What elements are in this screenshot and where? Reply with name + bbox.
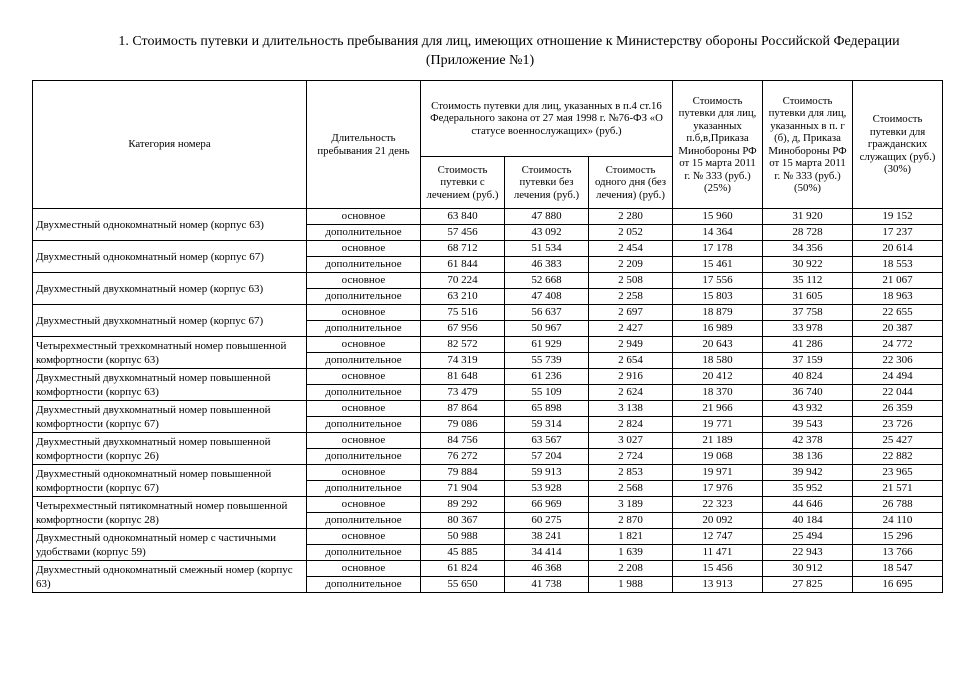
price-one-day: 2 724	[589, 449, 673, 465]
price-without-treatment: 46 383	[505, 257, 589, 273]
price-one-day: 2 258	[589, 289, 673, 305]
price-one-day: 1 639	[589, 545, 673, 561]
room-category: Двухместный однокомнатный смежный номер (корпус 63)	[33, 561, 307, 593]
table-row	[33, 497, 943, 513]
price-25-percent: 21 189	[673, 433, 763, 449]
price-without-treatment: 57 204	[505, 449, 589, 465]
price-one-day: 3 138	[589, 401, 673, 417]
room-category: Двухместный однокомнатный номер (корпус 67)	[33, 241, 307, 273]
price-50-percent: 30 922	[763, 257, 853, 273]
price-50-percent: 37 758	[763, 305, 853, 321]
table-row	[33, 273, 943, 289]
table-row	[33, 305, 943, 321]
price-one-day: 2 949	[589, 337, 673, 353]
price-one-day: 2 280	[589, 209, 673, 225]
price-50-percent: 33 978	[763, 321, 853, 337]
placement-type: основное	[307, 401, 421, 417]
price-with-treatment: 79 086	[421, 417, 505, 433]
price-25-percent: 20 643	[673, 337, 763, 353]
price-without-treatment: 38 241	[505, 529, 589, 545]
price-with-treatment: 79 884	[421, 465, 505, 481]
price-one-day: 2 824	[589, 417, 673, 433]
placement-type: дополнительное	[307, 481, 421, 497]
price-with-treatment: 68 712	[421, 241, 505, 257]
placement-type: дополнительное	[307, 385, 421, 401]
room-category: Двухместный двухкомнатный номер (корпус 67)	[33, 305, 307, 337]
price-without-treatment: 63 567	[505, 433, 589, 449]
price-50-percent: 42 378	[763, 433, 853, 449]
price-table	[32, 80, 943, 593]
price-25-percent: 17 556	[673, 273, 763, 289]
table-row	[33, 529, 943, 545]
room-category: Четырехместный трехкомнатный номер повышенной комфортности (корпус 63)	[33, 337, 307, 369]
price-25-percent: 19 068	[673, 449, 763, 465]
header-category: Категория номера	[33, 81, 307, 209]
room-category: Четырехместный пятикомнатный номер повышенной комфортности (корпус 28)	[33, 497, 307, 529]
price-one-day: 2 508	[589, 273, 673, 289]
price-with-treatment: 55 650	[421, 577, 505, 593]
price-one-day: 2 052	[589, 225, 673, 241]
price-one-day: 2 916	[589, 369, 673, 385]
price-25-percent: 18 580	[673, 353, 763, 369]
header-group-military: Стоимость путевки для лиц, указанных в п.4 ст.16 Федерального закона от 27 мая 1998 г. №76-ФЗ «О статусе военнослужащих» (руб.)	[421, 81, 673, 157]
price-with-treatment: 81 648	[421, 369, 505, 385]
price-25-percent: 20 092	[673, 513, 763, 529]
price-30-percent: 17 237	[853, 225, 943, 241]
price-30-percent: 21 067	[853, 273, 943, 289]
price-one-day: 2 454	[589, 241, 673, 257]
placement-type: основное	[307, 241, 421, 257]
price-one-day: 2 427	[589, 321, 673, 337]
placement-type: дополнительное	[307, 225, 421, 241]
table-row	[33, 465, 943, 481]
price-25-percent: 15 461	[673, 257, 763, 273]
price-25-percent: 16 989	[673, 321, 763, 337]
price-30-percent: 16 695	[853, 577, 943, 593]
price-50-percent: 43 932	[763, 401, 853, 417]
price-with-treatment: 89 292	[421, 497, 505, 513]
price-one-day: 3 027	[589, 433, 673, 449]
title-line-2: (Приложение №1)	[425, 53, 535, 68]
price-25-percent: 15 803	[673, 289, 763, 305]
header-col-30: Стоимость путевки для гражданских служащих (руб.) (30%)	[853, 81, 943, 209]
table-row	[33, 337, 943, 353]
title-line-1: 1. Стоимость путевки и длительность пребывания для лиц, имеющих отношение к Министерству обороны Российской Федерации	[118, 34, 900, 49]
room-category: Двухместный однокомнатный номер с частичными удобствами (корпус 59)	[33, 529, 307, 561]
price-50-percent: 35 952	[763, 481, 853, 497]
price-30-percent: 18 547	[853, 561, 943, 577]
placement-type: основное	[307, 305, 421, 321]
price-with-treatment: 57 456	[421, 225, 505, 241]
price-without-treatment: 51 534	[505, 241, 589, 257]
room-category: Двухместный двухкомнатный номер (корпус 63)	[33, 273, 307, 305]
price-without-treatment: 52 668	[505, 273, 589, 289]
placement-type: основное	[307, 561, 421, 577]
price-one-day: 1 988	[589, 577, 673, 593]
header-col-25: Стоимость путевки для лиц, указанных п.б,в,Приказа Минобороны РФ от 15 марта 2011 г. № 333 (руб.) (25%)	[673, 81, 763, 209]
price-one-day: 3 189	[589, 497, 673, 513]
placement-type: основное	[307, 273, 421, 289]
price-30-percent: 21 571	[853, 481, 943, 497]
room-category: Двухместный двухкомнатный номер повышенной комфортности (корпус 26)	[33, 433, 307, 465]
placement-type: основное	[307, 337, 421, 353]
price-30-percent: 18 553	[853, 257, 943, 273]
price-without-treatment: 66 969	[505, 497, 589, 513]
price-30-percent: 26 788	[853, 497, 943, 513]
price-30-percent: 22 044	[853, 385, 943, 401]
price-25-percent: 18 370	[673, 385, 763, 401]
price-50-percent: 40 824	[763, 369, 853, 385]
price-25-percent: 11 471	[673, 545, 763, 561]
price-with-treatment: 80 367	[421, 513, 505, 529]
price-30-percent: 24 110	[853, 513, 943, 529]
price-one-day: 2 568	[589, 481, 673, 497]
price-50-percent: 25 494	[763, 529, 853, 545]
price-50-percent: 30 912	[763, 561, 853, 577]
price-with-treatment: 61 824	[421, 561, 505, 577]
price-30-percent: 20 387	[853, 321, 943, 337]
table-row	[33, 209, 943, 225]
price-25-percent: 21 966	[673, 401, 763, 417]
price-without-treatment: 65 898	[505, 401, 589, 417]
price-30-percent: 20 614	[853, 241, 943, 257]
room-category: Двухместный однокомнатный номер (корпус 63)	[33, 209, 307, 241]
table-row	[33, 401, 943, 417]
price-without-treatment: 50 967	[505, 321, 589, 337]
placement-type: основное	[307, 529, 421, 545]
price-25-percent: 17 976	[673, 481, 763, 497]
header-row-1	[33, 81, 943, 157]
price-one-day: 2 624	[589, 385, 673, 401]
price-with-treatment: 75 516	[421, 305, 505, 321]
price-30-percent: 25 427	[853, 433, 943, 449]
price-50-percent: 37 159	[763, 353, 853, 369]
price-50-percent: 31 605	[763, 289, 853, 305]
price-25-percent: 19 771	[673, 417, 763, 433]
placement-type: основное	[307, 209, 421, 225]
price-with-treatment: 50 988	[421, 529, 505, 545]
header-without-treatment: Стоимость путевки без лечения (руб.)	[505, 157, 589, 209]
price-30-percent: 22 306	[853, 353, 943, 369]
placement-type: основное	[307, 465, 421, 481]
price-50-percent: 31 920	[763, 209, 853, 225]
price-without-treatment: 55 109	[505, 385, 589, 401]
price-50-percent: 34 356	[763, 241, 853, 257]
price-without-treatment: 46 368	[505, 561, 589, 577]
header-with-treatment: Стоимость путевки с лечением (руб.)	[421, 157, 505, 209]
table-row	[33, 369, 943, 385]
price-with-treatment: 61 844	[421, 257, 505, 273]
price-30-percent: 22 655	[853, 305, 943, 321]
price-25-percent: 12 747	[673, 529, 763, 545]
price-without-treatment: 59 314	[505, 417, 589, 433]
table-row	[33, 241, 943, 257]
header-duration: Длительность пребывания 21 день	[307, 81, 421, 209]
header-col-50: Стоимость путевки для лиц, указанных в п. г (б), д, Приказа Минобороны РФ от 15 марта 2011 г. № 333 (руб.) (50%)	[763, 81, 853, 209]
price-25-percent: 13 913	[673, 577, 763, 593]
price-without-treatment: 34 414	[505, 545, 589, 561]
price-30-percent: 18 963	[853, 289, 943, 305]
price-25-percent: 15 456	[673, 561, 763, 577]
price-30-percent: 23 965	[853, 465, 943, 481]
price-50-percent: 27 825	[763, 577, 853, 593]
price-25-percent: 15 960	[673, 209, 763, 225]
price-without-treatment: 55 739	[505, 353, 589, 369]
price-one-day: 1 821	[589, 529, 673, 545]
placement-type: дополнительное	[307, 289, 421, 305]
table-row	[33, 561, 943, 577]
price-50-percent: 35 112	[763, 273, 853, 289]
price-50-percent: 39 942	[763, 465, 853, 481]
price-30-percent: 15 296	[853, 529, 943, 545]
price-30-percent: 24 494	[853, 369, 943, 385]
price-25-percent: 19 971	[673, 465, 763, 481]
room-category: Двухместный однокомнатный номер повышенной комфортности (корпус 67)	[33, 465, 307, 497]
price-50-percent: 36 740	[763, 385, 853, 401]
price-without-treatment: 56 637	[505, 305, 589, 321]
placement-type: дополнительное	[307, 257, 421, 273]
price-without-treatment: 53 928	[505, 481, 589, 497]
price-one-day: 2 697	[589, 305, 673, 321]
price-with-treatment: 73 479	[421, 385, 505, 401]
price-50-percent: 28 728	[763, 225, 853, 241]
placement-type: дополнительное	[307, 449, 421, 465]
placement-type: дополнительное	[307, 321, 421, 337]
placement-type: основное	[307, 433, 421, 449]
price-30-percent: 24 772	[853, 337, 943, 353]
price-with-treatment: 74 319	[421, 353, 505, 369]
price-with-treatment: 63 210	[421, 289, 505, 305]
document-title	[0, 32, 960, 70]
placement-type: дополнительное	[307, 417, 421, 433]
price-25-percent: 20 412	[673, 369, 763, 385]
price-with-treatment: 63 840	[421, 209, 505, 225]
table-body	[33, 209, 943, 593]
price-with-treatment: 87 864	[421, 401, 505, 417]
placement-type: основное	[307, 369, 421, 385]
price-with-treatment: 71 904	[421, 481, 505, 497]
price-one-day: 2 654	[589, 353, 673, 369]
price-without-treatment: 60 275	[505, 513, 589, 529]
room-category: Двухместный двухкомнатный номер повышенной комфортности (корпус 63)	[33, 369, 307, 401]
placement-type: дополнительное	[307, 353, 421, 369]
header-one-day: Стоимость одного дня (без лечения) (руб.)	[589, 157, 673, 209]
price-with-treatment: 67 956	[421, 321, 505, 337]
placement-type: основное	[307, 497, 421, 513]
price-50-percent: 40 184	[763, 513, 853, 529]
price-50-percent: 41 286	[763, 337, 853, 353]
price-one-day: 2 208	[589, 561, 673, 577]
price-without-treatment: 47 408	[505, 289, 589, 305]
placement-type: дополнительное	[307, 513, 421, 529]
price-25-percent: 17 178	[673, 241, 763, 257]
price-without-treatment: 41 738	[505, 577, 589, 593]
price-with-treatment: 82 572	[421, 337, 505, 353]
price-one-day: 2 209	[589, 257, 673, 273]
price-50-percent: 22 943	[763, 545, 853, 561]
placement-type: дополнительное	[307, 545, 421, 561]
price-30-percent: 23 726	[853, 417, 943, 433]
price-with-treatment: 70 224	[421, 273, 505, 289]
price-with-treatment: 84 756	[421, 433, 505, 449]
price-30-percent: 19 152	[853, 209, 943, 225]
price-without-treatment: 47 880	[505, 209, 589, 225]
placement-type: дополнительное	[307, 577, 421, 593]
price-without-treatment: 61 929	[505, 337, 589, 353]
price-50-percent: 38 136	[763, 449, 853, 465]
price-without-treatment: 61 236	[505, 369, 589, 385]
price-50-percent: 44 646	[763, 497, 853, 513]
price-25-percent: 14 364	[673, 225, 763, 241]
price-one-day: 2 853	[589, 465, 673, 481]
price-30-percent: 13 766	[853, 545, 943, 561]
price-30-percent: 26 359	[853, 401, 943, 417]
price-50-percent: 39 543	[763, 417, 853, 433]
price-without-treatment: 43 092	[505, 225, 589, 241]
price-one-day: 2 870	[589, 513, 673, 529]
price-25-percent: 18 879	[673, 305, 763, 321]
table-row	[33, 433, 943, 449]
price-with-treatment: 45 885	[421, 545, 505, 561]
price-25-percent: 22 323	[673, 497, 763, 513]
price-with-treatment: 76 272	[421, 449, 505, 465]
price-without-treatment: 59 913	[505, 465, 589, 481]
price-30-percent: 22 882	[853, 449, 943, 465]
room-category: Двухместный двухкомнатный номер повышенной комфортности (корпус 67)	[33, 401, 307, 433]
